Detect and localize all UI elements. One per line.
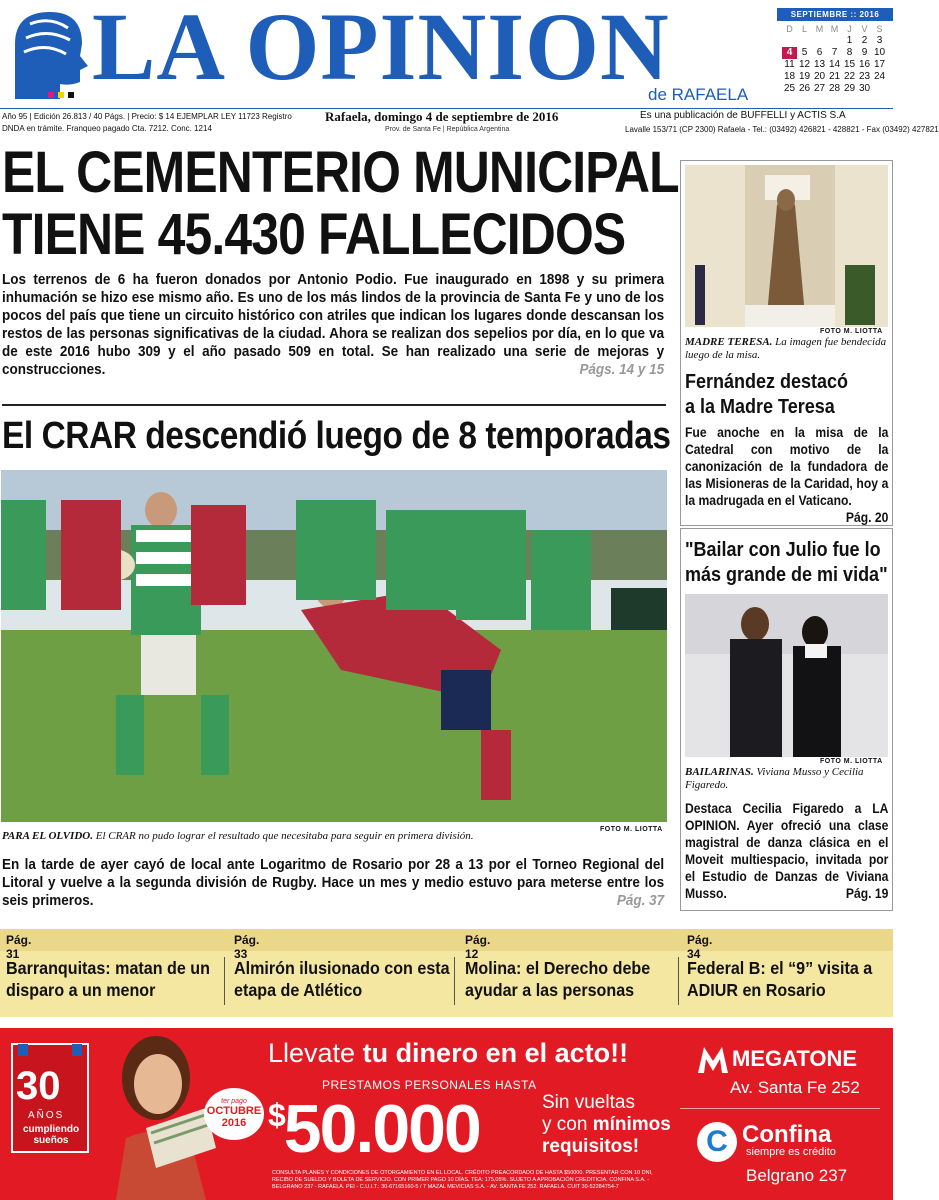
ad-badge-anos: AÑOS <box>28 1110 65 1121</box>
first-payment-badge <box>204 1088 264 1140</box>
madre-teresa-photo <box>685 165 888 327</box>
contact-address: Lavalle 153/71 (CP 2300) Rafaela - Tel.: (03492) 426821 - 428821 - Fax (03492) 427821 <box>625 125 939 134</box>
calendar <box>777 8 893 104</box>
rugby-caption <box>2 830 474 842</box>
ad-badge-number: 30 <box>16 1064 61 1108</box>
teaser-page: Pág. 12 <box>465 933 491 961</box>
calendar-day <box>872 83 887 95</box>
teaser-page: Pág. 34 <box>687 933 713 961</box>
dateline: Rafaela, domingo 4 de septiembre de 2016 <box>325 109 559 124</box>
calendar-day: 24 <box>873 71 886 82</box>
madre-teresa-headline-line: a la Madre Teresa <box>685 396 835 418</box>
calendar-day <box>827 35 842 47</box>
confina-address: Belgrano 237 <box>746 1166 848 1185</box>
calendar-day: 6 <box>816 47 823 58</box>
teaser-page: Pág. 33 <box>234 933 260 961</box>
edition-info <box>2 111 302 135</box>
calendar-day: 11 <box>784 59 795 70</box>
bailar-pageref[interactable]: Pág. 19 <box>845 886 889 901</box>
calendar-day <box>797 35 812 47</box>
teaser-divider <box>454 957 455 1005</box>
rugby-story-pageref[interactable]: Pág. 37 <box>616 893 665 909</box>
teaser-bar-header <box>0 929 893 951</box>
edition-info-line: Año 95 | Edición 26.813 / 40 Págs. | Precio: $ 14 EJEMPLAR LEY 11723 Registro <box>2 112 292 121</box>
ad-side-line: requisitos! <box>542 1136 640 1157</box>
madre-teresa-caption-lead: MADRE TERESA. <box>685 336 773 348</box>
ad-divider <box>680 1108 880 1109</box>
calendar-day: 21 <box>828 71 841 82</box>
first-payment-pago: pago <box>231 1098 247 1105</box>
bailarinas-caption-lead: BAILARINAS. <box>685 766 754 778</box>
calendar-day: 2 <box>861 35 868 46</box>
calendar-day-name: L <box>801 24 807 34</box>
first-payment-month: OCTUBRE 2016 <box>206 1105 262 1129</box>
madre-teresa-headline-line: Fernández destacó <box>685 371 849 393</box>
calendar-day <box>812 35 827 47</box>
teaser-divider <box>224 957 225 1005</box>
calendar-day: 17 <box>873 59 886 70</box>
ad-side-line <box>542 1114 671 1136</box>
megatone-brand: MEGATONE <box>732 1046 858 1071</box>
calendar-day: 26 <box>798 83 811 94</box>
ad-headline <box>268 1038 628 1069</box>
masthead <box>0 0 893 108</box>
main-headline-line: EL CEMENTERIO MUNICIPAL <box>2 140 679 205</box>
ad-headline-bold: tu dinero en el acto!! <box>362 1038 629 1068</box>
megatone-logo-icon <box>698 1047 728 1073</box>
edition-info-line: DNDA en trámite. Franqueo pagado Cta. 7212. Conc. 1214 <box>2 124 212 133</box>
calendar-day: 20 <box>813 71 826 82</box>
calendar-day: 13 <box>813 59 826 70</box>
calendar-day-name: J <box>847 24 852 34</box>
calendar-day: 14 <box>828 59 841 70</box>
rugby-caption-text: El CRAR no pudo lograr el resultado que necesitaba para seguir en primera división. <box>92 830 474 842</box>
profile-head-logo-icon <box>0 4 100 104</box>
confina-brand: Confina <box>742 1121 832 1148</box>
calendar-day: 19 <box>798 71 811 82</box>
calendar-day-name: D <box>786 24 793 34</box>
calendar-day: 5 <box>801 47 808 58</box>
teaser-title: Barranquitas: matan de un disparo a un menor <box>6 958 210 1000</box>
calendar-day: 29 <box>843 83 856 94</box>
calendar-day: 30 <box>858 83 871 94</box>
ad-fine-print: CONSULTA PLANES Y CONDICIONES DE OTORGAMIENTO EN EL LOCAL. CRÉDITO PREACORDADO DE HASTA $50000. PRESENTAR CON 10 DNI, RECIBO DE SUELDO Y BOLETA DE SERVICIO. CON PRIMER PAGO 10 DÍAS. TEA: 175,05%. SUJETO A APROBACIÓN CREDITICIA. CONFINA S.A. - BELGRANO 237 - RAFAELA. PEI - C.U.I.T.: 30-67165160-5 / 7 MAZAL MEVICIAS S.A. - AV. SANTA FE 252. RAFAELA. CUIT 30-52284754-7 <box>272 1170 653 1190</box>
rugby-caption-lead: PARA EL OLVIDO. <box>2 830 93 842</box>
teaser-title: Molina: el Derecho debe ayudar a las personas <box>465 958 651 1000</box>
newspaper-title: LA OPINION <box>92 0 670 100</box>
rugby-story-text: En la tarde de ayer cayó de local ante Logaritmo de Rosario por 28 a 13 por el Torneo Regional del Litoral y vuelve a la segunda división de Rugby. Hace un mes y medio estuvo para meterse entre los seis primeros. <box>2 857 665 909</box>
calendar-day: 3 <box>876 35 883 46</box>
ad-amount <box>268 1090 480 1168</box>
teaser-title: Federal B: el “9” visita a ADIUR en Rosario <box>687 958 873 1000</box>
madre-teresa-text: Fue anoche en la misa de la Catedral con motivo de la canonización de la fundadora de las Misioneras de la Caridad, hoy a la madrugada en el Vaticano. <box>685 425 889 508</box>
bailar-headline-line: más grande de mi vida" <box>685 564 888 586</box>
ad-badge-text: cumpliendo sueños <box>22 1124 80 1146</box>
calendar-day: 12 <box>798 59 811 70</box>
calendar-day-name: V <box>861 24 868 34</box>
main-headline[interactable] <box>2 140 679 267</box>
rugby-story-body <box>2 856 664 910</box>
madre-teresa-body <box>685 424 888 526</box>
first-payment-ter: ter <box>221 1098 230 1105</box>
bailarinas-caption-text: Viviana Musso y Cecilia Figaredo. <box>685 766 864 791</box>
ad-side-copy <box>542 1092 671 1158</box>
calendar-day: 15 <box>843 59 856 70</box>
bailar-headline[interactable] <box>685 538 888 588</box>
madre-teresa-headline[interactable] <box>685 370 848 420</box>
info-bar <box>0 108 939 138</box>
main-story-body <box>2 271 664 379</box>
calendar-day <box>782 35 797 47</box>
confina-tagline: siempre es crédito <box>746 1146 836 1158</box>
first-payment-label <box>204 1088 264 1105</box>
calendar-day-name: S <box>876 24 883 34</box>
ad-side-bold: mínimos <box>592 1114 671 1135</box>
rugby-photo-credit: FOTO M. LIOTTA <box>600 826 663 833</box>
newspaper-subtitle: de RAFAELA <box>648 85 749 104</box>
bailar-headline-line: "Bailar con Julio fue lo <box>685 539 881 561</box>
bailarinas-caption <box>685 766 890 792</box>
ad-amount-value: 50.000 <box>283 1091 480 1167</box>
megatone-address: Av. Santa Fe 252 <box>730 1078 860 1097</box>
ad-side-pre: y con <box>542 1114 593 1135</box>
calendar-day: 28 <box>828 83 841 94</box>
confina-logo-icon: C <box>697 1122 737 1162</box>
divider <box>2 404 666 406</box>
madre-teresa-caption <box>685 336 890 362</box>
bailarinas-photo <box>685 594 888 757</box>
calendar-day: 18 <box>783 71 796 82</box>
main-headline-line: TIENE 45.430 FALLECIDOS <box>2 202 626 267</box>
ad-prestamos: PRESTAMOS PERSONALES HASTA <box>322 1078 537 1092</box>
main-story-pageref[interactable]: Págs. 14 y 15 <box>579 362 665 378</box>
calendar-day: 4 <box>782 47 797 59</box>
calendar-header: SEPTIEMBRE :: 2016 <box>777 8 893 21</box>
calendar-day: 9 <box>861 47 868 58</box>
madre-teresa-caption-text: La imagen fue bendecida luego de la misa. <box>685 336 887 361</box>
publisher: Es una publicación de BUFFELLI y ACTIS S.A <box>640 110 846 121</box>
ad-side-line: Sin vueltas <box>542 1092 635 1113</box>
main-story-text: Los terrenos de 6 ha fueron donados por Antonio Podio. Fue inaugurado en 1898 y su primera inhumación se hizo ese mismo año. Es uno de los más lindos de la provincia de Santa Fe y uno de los pocos del país que tiene un circuito histórico con atriles que indican los lugares donde descansan los restos de las personas significativas de la ciudad. Ahora se realizan dos sepelios por día, en lo que va de este 2016 hubo 309 y el año pasado 509 en total. Se han realizado una serie de mejoras y construcciones. <box>2 272 665 378</box>
bailarinas-photo-credit: FOTO M. LIOTTA <box>820 758 883 765</box>
ad-headline-pre: Llevate <box>268 1038 363 1068</box>
ad-currency: $ <box>268 1097 284 1133</box>
bailar-body <box>685 800 888 902</box>
calendar-day: 7 <box>831 47 838 58</box>
calendar-day-name: M <box>815 24 824 34</box>
calendar-grid <box>782 23 893 95</box>
calendar-day-name: M <box>830 24 839 34</box>
bailar-text: Destaca Cecilia Figaredo a LA OPINION. Ayer ofreció una clase magistral de danza clásica en el Moveit multiespacio, invitada por el Estudio de Danzas de Viviana Musso. <box>685 801 889 901</box>
calendar-day: 25 <box>783 83 796 94</box>
teaser-title: Almirón ilusionado con esta etapa de Atlético <box>234 958 450 1000</box>
teaser-bar <box>0 929 893 1017</box>
rugby-photo <box>1 470 667 822</box>
calendar-day: 8 <box>846 47 853 58</box>
teaser-page: Pág. 31 <box>6 933 32 961</box>
madre-teresa-photo-credit: FOTO M. LIOTTA <box>820 328 883 335</box>
calendar-day: 1 <box>846 35 853 46</box>
calendar-day: 23 <box>858 71 871 82</box>
calendar-day: 27 <box>813 83 826 94</box>
calendar-day: 16 <box>858 59 871 70</box>
advertisement[interactable] <box>0 1028 893 1200</box>
calendar-day: 22 <box>843 71 856 82</box>
teaser-divider <box>678 957 679 1005</box>
dateline-location: Prov. de Santa Fe | República Argentina <box>385 126 510 133</box>
madre-teresa-pageref[interactable]: Pág. 20 <box>845 510 889 525</box>
calendar-day: 10 <box>873 47 886 58</box>
rugby-headline[interactable]: El CRAR descendió luego de 8 temporadas <box>2 415 671 457</box>
